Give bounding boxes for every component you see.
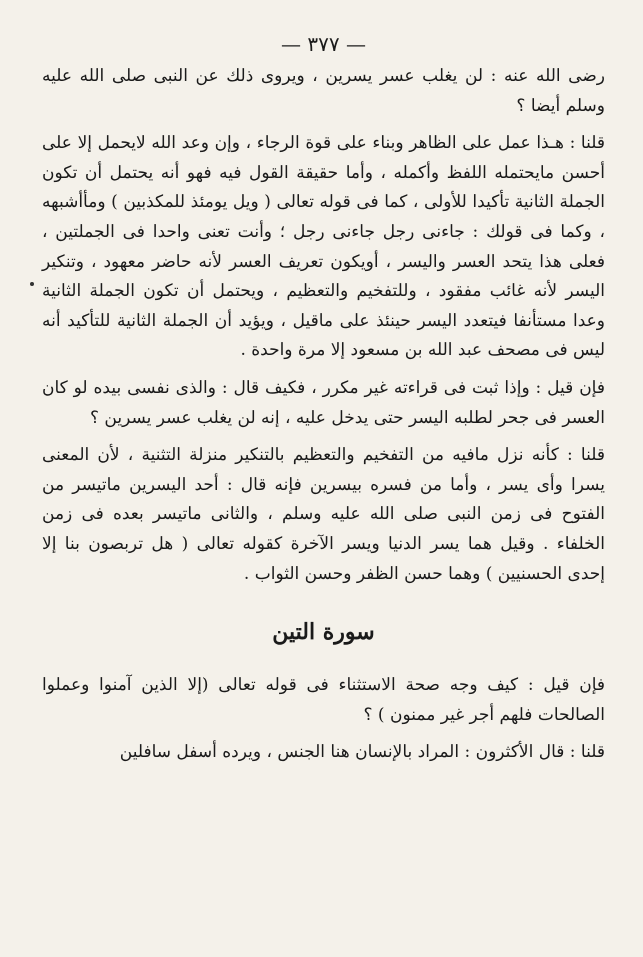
page-number: — ٣٧٧ —	[281, 32, 366, 56]
paragraph-4: قلنا : كأنه نزل مافيه من التفخيم والتعظيم بالتنكير منزلة التثنية ، لأن المعنى يسرا وأى يسر ، وأما من فسره بيسرين فإنه قال : أحد اليسرين ماتيسر من الفتوح فى زمن النبى صلى الله عليه وسلم ، والثانى ماتيسر بعده فى زمن الخلفاء . وقيل هما يسر الدنيا ويسر الآخرة كقوله تعالى ( هل تربصون بنا إلا إحدى الحسنيين ) وهما حسن الظفر وحسن الثواب .	[42, 445, 605, 584]
surah-heading: سورة التين	[272, 619, 375, 646]
paragraph-3: فإن قيل : وإذا ثبت فى قراءته غير مكرر ، فكيف قال : والذى نفسى بيده لو كان العسر فى جحر لطلبه اليسر حتى يدخل عليه ، إنه لن يغلب عسر يسرين ؟	[42, 377, 605, 428]
paragraph-6: قلنا : قال الأكثرون : المراد بالإنسان هنا الجنس ، ويرده أسفل سافلين	[119, 742, 605, 763]
scan-speck	[30, 282, 34, 286]
body-text-bottom	[42, 671, 605, 768]
body-text-top	[42, 62, 605, 589]
paragraph-1: رضى الله عنه : لن يغلب عسر يسرين ، ويروى ذلك عن النبى صلى الله عليه وسلم أيضا ؟	[42, 66, 605, 116]
paragraph-5: فإن قيل : كيف وجه صحة الاستثناء فى قوله تعالى (إلا الذين آمنوا وعملوا الصالحات فلهم أجر غير ممنون ) ؟	[42, 675, 605, 725]
paragraph-2: قلنا : هـذا عمل على الظاهر وبناء على قوة الرجاء ، وإن وعد الله لايحمل إلا على أحسن مايحتمله اللفظ وأكمله ، وأما حقيقة القول فيه فهو أنه يحتمل أن تكون الجملة الثانية تأكيدا للأولى ، كما فى قوله تعالى ( ويل يومئذ للمكذبين ) ومأأشبهه ، وكما فى قولك : جاءنى رجل جاءنى رجل ؛ وأنت تعنى واحدا فى الجملتين ، فعلى هذا يتحد العسر واليسر ، أويكون تعريف العسر لأنه حاضر معهود ، وتنكير اليسر لأنه غائب مفقود ، وللتفخيم والتعظيم ، ويحتمل أن تكون الجملة الثانية وعدا مستأنفا فيتعدد اليسر حينئذ على ماقيل ، ويؤيد أن الجملة الثانية للتأكيد أنه ليس فى مصحف عبد الله بن مسعود إلا مرة واحدة .	[42, 133, 605, 361]
